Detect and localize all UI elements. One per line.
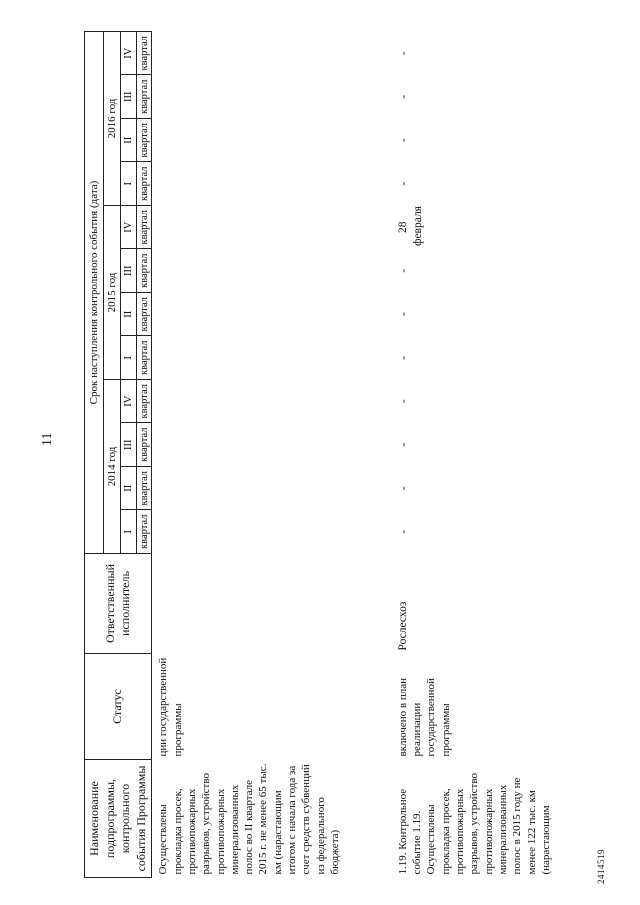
table-row (392, 31, 559, 877)
page-number: 11 (40, 432, 55, 446)
quarter-number: II (121, 293, 137, 337)
deadline-cell: - (395, 181, 410, 186)
document-code: 2414519 (596, 849, 606, 884)
deadline-cell (152, 293, 392, 337)
header-year-2016: 2016 год (103, 31, 121, 205)
header-year-2014: 2014 год (103, 380, 121, 554)
deadline-cell: - (395, 312, 410, 317)
deadline-cell: - (395, 355, 410, 360)
quarter-number: IV (121, 206, 137, 250)
event-responsible: Рослесхоз (396, 601, 409, 651)
quarter-word: квартал (136, 249, 152, 293)
quarter-number: III (121, 423, 137, 467)
deadline-cell (152, 510, 392, 554)
quarter-word: квартал (136, 162, 152, 206)
event-status: ции государственной программы (157, 657, 184, 757)
deadline-cell: - (395, 442, 410, 447)
rotated-page-content (84, 32, 604, 878)
table-row (152, 31, 392, 877)
deadline-cell: - (395, 268, 410, 273)
deadline-cell: - (395, 138, 410, 143)
quarter-number: IV (121, 380, 137, 424)
deadline-cell (152, 119, 392, 163)
deadline-cell: - (395, 94, 410, 99)
quarter-word: квартал (136, 510, 152, 554)
quarter-number: II (121, 119, 137, 163)
event-name: Осуществлены прокладка просек, противопожарных разрывов, устройство противопожарных минерализованных полос во II квартале 2015 г. не менее 65 тыс. км (нарастающим итогом с начала года за счет средств субвенций из федерального бюджета) (157, 763, 341, 875)
event-responsible (152, 554, 392, 654)
quarter-number: III (121, 75, 137, 119)
quarter-word: квартал (136, 423, 152, 467)
deadline-cell: - (395, 399, 410, 404)
quarter-word: квартал (136, 75, 152, 119)
quarter-number: I (121, 162, 137, 206)
deadline-cell-date: 28 февраля (396, 206, 424, 246)
quarter-number: I (121, 336, 137, 380)
deadline-cell (152, 249, 392, 293)
event-status: включено в план реализации государственной программы (396, 678, 452, 757)
quarter-word: квартал (136, 31, 152, 75)
header-year-2015: 2015 год (103, 206, 121, 380)
deadline-cell (152, 423, 392, 467)
quarter-word: квартал (136, 380, 152, 424)
quarter-word: квартал (136, 336, 152, 380)
header-deadline: Срок наступления контрольного события (дата) (85, 31, 104, 553)
deadline-cell (152, 380, 392, 424)
quarter-word: квартал (136, 467, 152, 511)
quarter-word: квартал (136, 119, 152, 163)
deadline-cell: - (395, 529, 410, 534)
deadline-cell: - (395, 486, 410, 491)
quarter-number: III (121, 249, 137, 293)
header-responsible: Ответственный исполнитель (85, 554, 152, 654)
quarter-word: квартал (136, 293, 152, 337)
deadline-cell (152, 336, 392, 380)
quarter-word: квартал (136, 206, 152, 250)
header-name: Наименование подпрограммы, контрольного события Программы (85, 760, 152, 878)
deadline-cell: - (395, 51, 410, 56)
deadline-cell (152, 75, 392, 119)
deadline-cell (152, 31, 392, 75)
deadline-cell (152, 467, 392, 511)
deadline-cell (152, 162, 392, 206)
event-name: 1.19. Контрольное событие 1.19. Осуществлены прокладка просек, противопожарных разрывов, устройство противопожарных минерализованных полос в 2015 году не менее 122 тыс. км (нарастающим (396, 773, 552, 875)
control-events-table (84, 31, 559, 878)
quarter-number: II (121, 467, 137, 511)
quarter-number: I (121, 510, 137, 554)
deadline-cell (152, 206, 392, 250)
quarter-number: IV (121, 31, 137, 75)
header-status: Статус (85, 654, 152, 760)
